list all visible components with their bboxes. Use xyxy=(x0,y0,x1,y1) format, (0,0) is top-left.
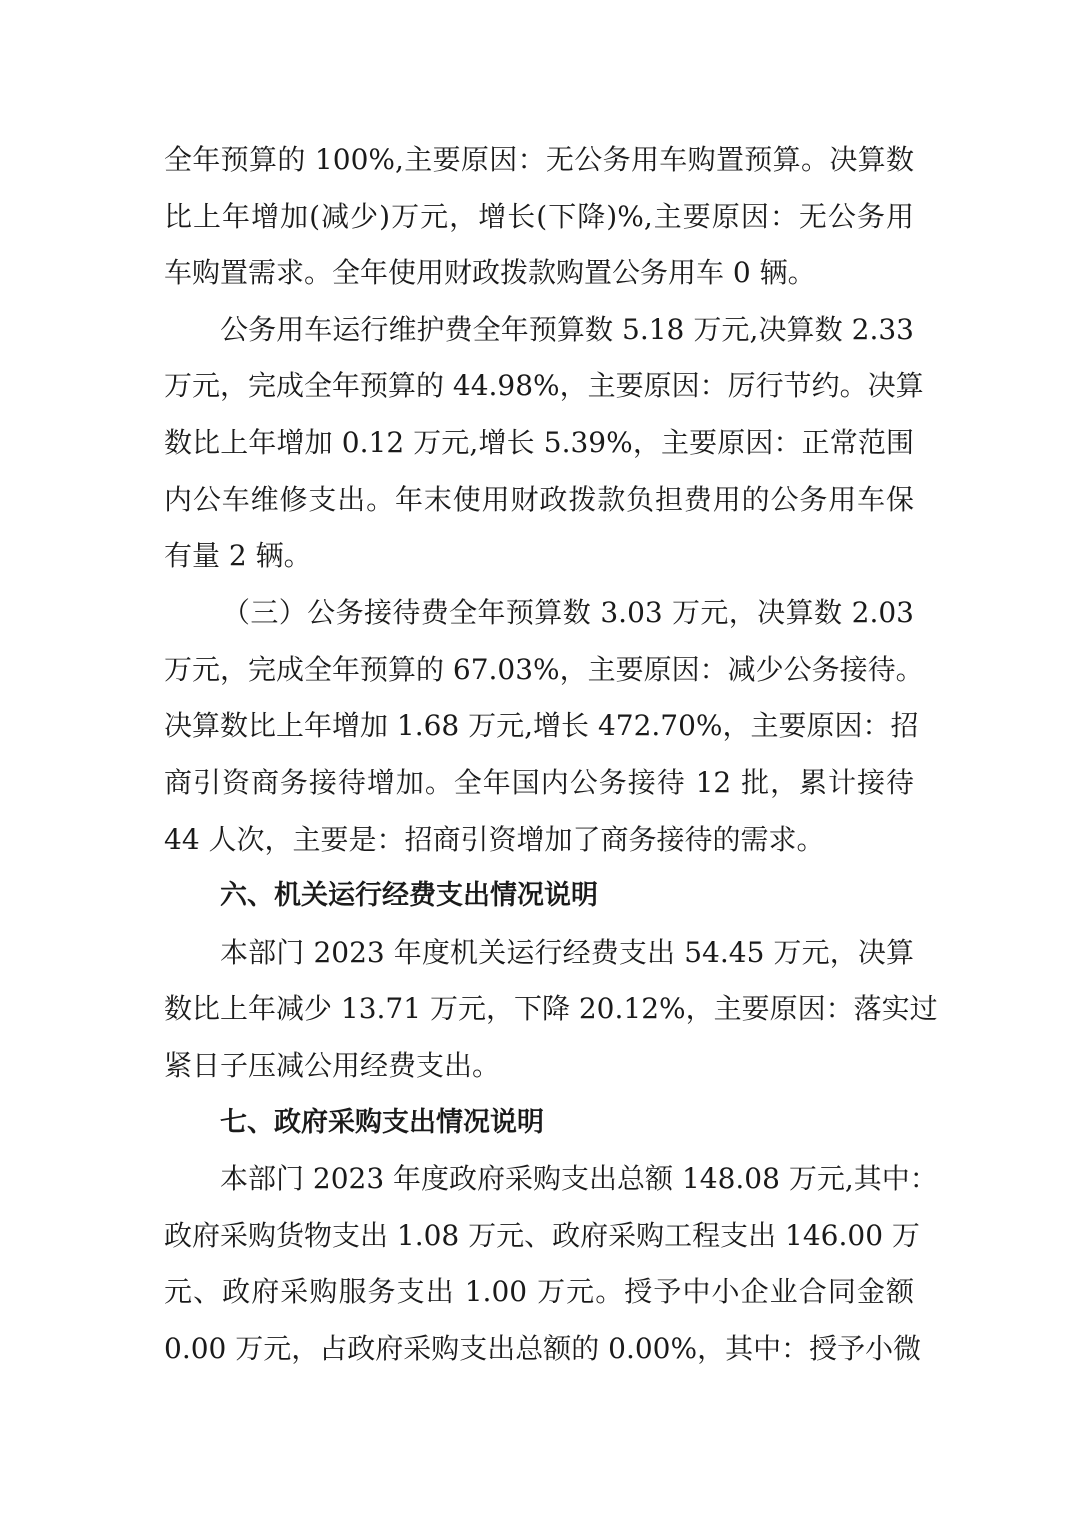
body-line-5: 万元，完成全年预算的 44.98%，主要原因：厉行节约。决算 xyxy=(164,369,924,402)
body-line-2: 比上年增加(减少)万元，增长(下降)%,主要原因：无公务用 xyxy=(164,200,914,233)
body-line-10: 万元，完成全年预算的 67.03%，主要原因：减少公务接待。 xyxy=(164,653,924,686)
body-line-6: 数比上年增加 0.12 万元,增长 5.39%，主要原因：正常范围 xyxy=(164,426,914,459)
body-line-17: 本部门 2023 年度政府采购支出总额 148.08 万元,其中： xyxy=(220,1162,938,1195)
body-line-8: 有量 2 辆。 xyxy=(164,539,312,572)
body-line-14: 本部门 2023 年度机关运行经费支出 54.45 万元，决算 xyxy=(220,936,914,969)
section-heading-six: 六、机关运行经费支出情况说明 xyxy=(220,880,598,911)
body-line-18: 政府采购货物支出 1.08 万元、政府采购工程支出 146.00 万 xyxy=(164,1219,920,1252)
body-line-3: 车购置需求。全年使用财政拨款购置公务用车 0 辆。 xyxy=(164,256,816,289)
body-line-7: 内公车维修支出。年末使用财政拨款负担费用的公务用车保 xyxy=(164,483,914,516)
body-line-12: 商引资商务接待增加。全年国内公务接待 12 批，累计接待 xyxy=(164,766,914,799)
body-line-16: 紧日子压减公用经费支出。 xyxy=(164,1049,501,1082)
body-line-19: 元、政府采购服务支出 1.00 万元。授予中小企业合同金额 xyxy=(164,1275,914,1308)
section-heading-seven: 七、政府采购支出情况说明 xyxy=(220,1107,544,1138)
body-line-13: 44 人次，主要是：招商引资增加了商务接待的需求。 xyxy=(164,823,825,856)
body-line-20: 0.00 万元，占政府采购支出总额的 0.00%，其中：授予小微 xyxy=(164,1332,922,1365)
body-line-1: 全年预算的 100%,主要原因：无公务用车购置预算。决算数 xyxy=(164,143,914,176)
body-line-9: （三）公务接待费全年预算数 3.03 万元，决算数 2.03 xyxy=(222,596,914,629)
body-line-4: 公务用车运行维护费全年预算数 5.18 万元,决算数 2.33 xyxy=(220,313,914,346)
body-line-15: 数比上年减少 13.71 万元，下降 20.12%，主要原因：落实过 xyxy=(164,992,938,1025)
body-line-11: 决算数比上年增加 1.68 万元,增长 472.70%，主要原因：招 xyxy=(164,709,919,742)
